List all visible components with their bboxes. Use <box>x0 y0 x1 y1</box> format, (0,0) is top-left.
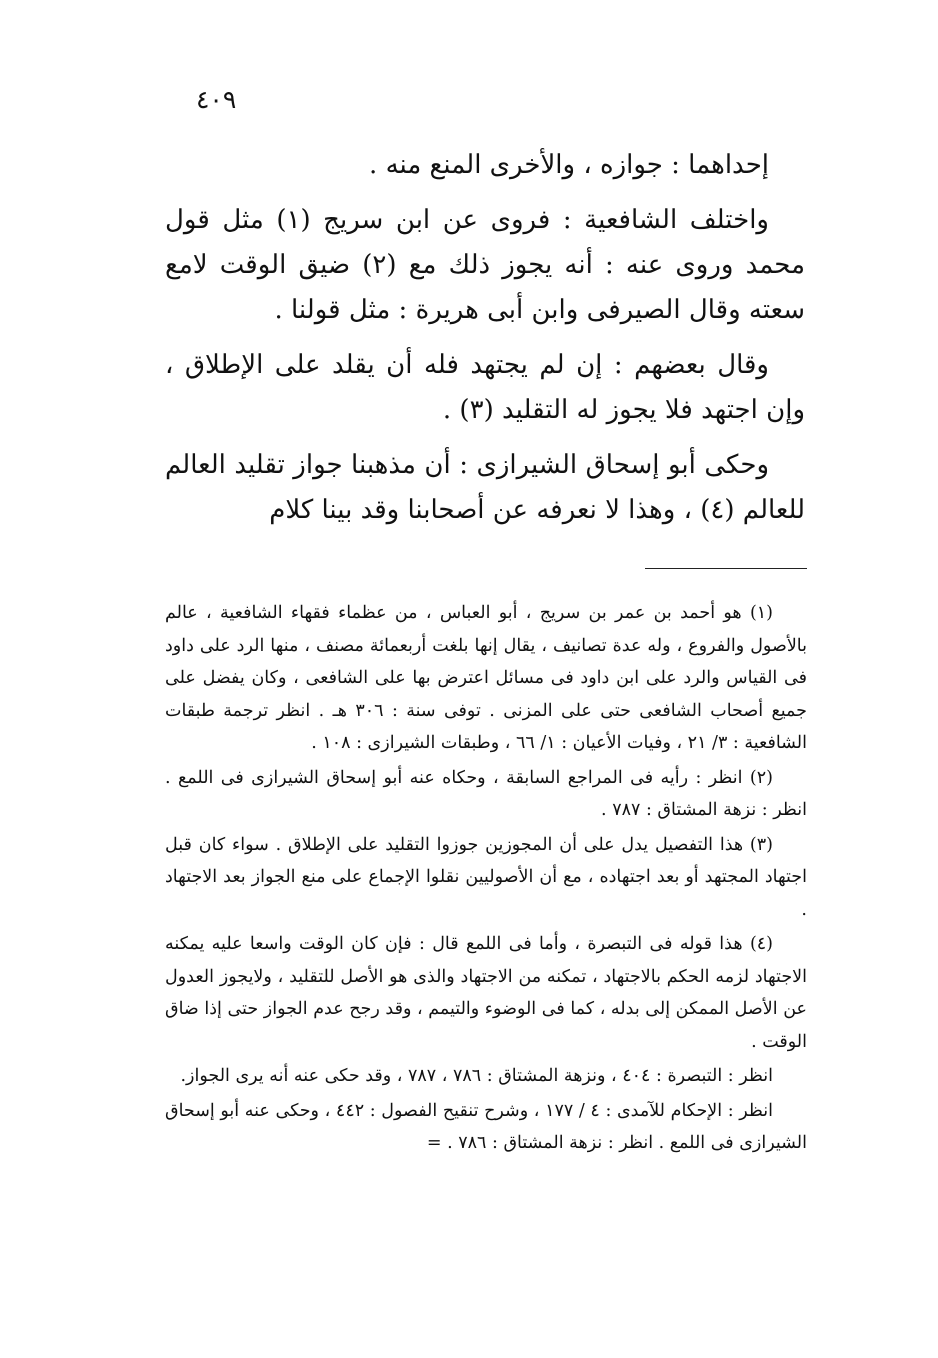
main-text <box>165 143 805 543</box>
footnote-separator <box>645 568 807 569</box>
footnote-continuation: انظر : التبصرة : ٤٠٤ ، ونزهة المشتاق : ٧٨٦ ، ٧٨٧ ، وقد حكى عنه أنه يرى الجواز. <box>180 1066 773 1086</box>
footnote: (١) هو أحمد بن عمر بن سريج ، أبو العباس ، من عظماء فقهاء الشافعية ، عالم بالأصول والفروع ، وله عدة تصانيف ، يقال إنها بلغت أربعمائة مصنف ، منها الرد على داود فى القياس والرد على ابن داود فى مسائل اعترض بها على الشافعى ، وكان يفضل على جميع أصحاب الشافعى حتى على المزنى . توفى سنة : ٣٠٦ هـ . انظر ترجمة طبقات الشافعية : ٣/ ٢١ ، وفيات الأعيان : ١/ ٦٦ ، وطبقات الشيرازى : ١٠٨ . <box>165 603 807 753</box>
main-paragraph: وقال بعضهم : إن لم يجتهد فله أن يقلد على الإطلاق ، وإن اجتهد فلا يجوز له التقليد (٣) . <box>165 350 805 425</box>
main-paragraph: واختلف الشافعية : فروى عن ابن سريج (١) مثل قول محمد وروى عنه : أنه يجوز ذلك مع (٢) ضيق الوقت لامع سعته وقال الصيرفى وابن أبى هريرة : مثل قولنا . <box>165 205 805 325</box>
page-number: ٤٠٩ <box>196 85 237 114</box>
footnote: (٣) هذا التفصيل يدل على أن المجوزين جوزوا التقليد على الإطلاق . سواء كان قبل اجتهاد المجتهد أو بعد اجتهاده ، مع أن الأصوليين نقلوا الإجماع على منع الجواز بعد الاجتهاد . <box>165 834 807 920</box>
footnote: (٤) هذا قوله فى التبصرة ، وأما فى اللمع قال : فإن كان الوقت واسعا عليه يمكنه الاجتهاد لزمه الحكم بالاجتهاد ، تمكنه من الاجتهاد والذى هو الأصل للتقليد ، ولايجوز العدول عن الأصل الممكن إلى بدله ، كما فى الوضوء والتيمم ، وقد رجح عدم الجواز حتى إذا ضاق الوقت . <box>165 934 807 1052</box>
main-paragraph: إحداهما : جوازه ، والأخرى المنع منه . <box>369 150 769 180</box>
footnote-continuation: انظر : الإحكام للآمدى : ٤ / ١٧٧ ، وشرح تنقيح الفصول : ٤٤٢ ، وحكى عنه أبو إسحاق الشيرازى فى اللمع . انظر : نزهة المشتاق : ٧٨٦ . = <box>165 1100 807 1153</box>
footnote: (٢) انظر : رأيه فى المراجع السابقة ، وحكاه عنه أبو إسحاق الشيرازى فى اللمع . انظر : نزهة المشتاق : ٧٨٧ . <box>165 767 807 820</box>
main-paragraph: وحكى أبو إسحاق الشيرازى : أن مذهبنا جواز تقليد العالم للعالم (٤) ، وهذا لا نعرفه عن أصحابنا وقد بينا كلام <box>165 450 805 525</box>
footnotes <box>165 597 807 1162</box>
